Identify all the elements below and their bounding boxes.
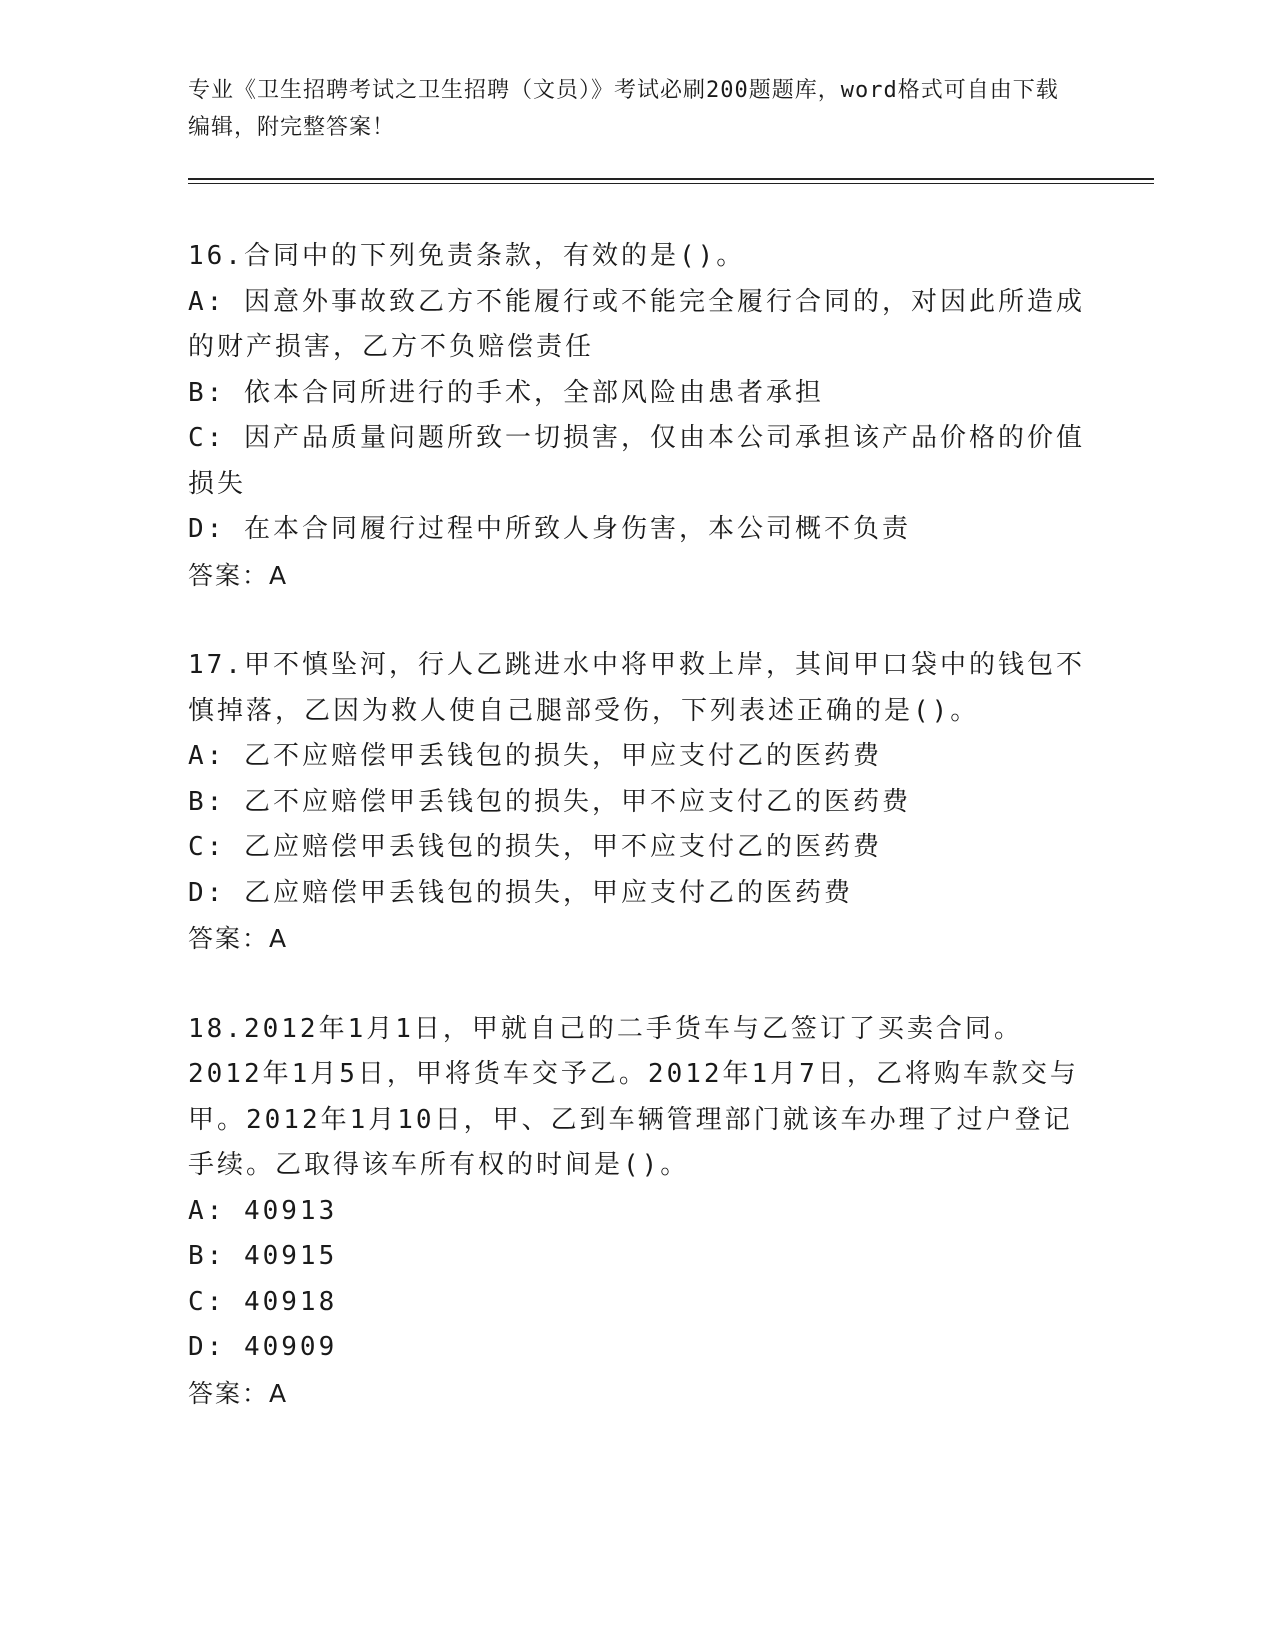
option-b: B: 依本合同所进行的手术，全部风险由患者承担 bbox=[188, 377, 824, 408]
header-rule-thick bbox=[188, 178, 1154, 180]
option-a: A: 乙不应赔偿甲丢钱包的损失，甲应支付乙的医药费 bbox=[188, 741, 882, 771]
option-d: D: 在本合同履行过程中所致人身伤害，本公司概不负责 bbox=[188, 514, 911, 544]
option-d: D: 40909 bbox=[188, 1332, 338, 1362]
option-c: C: 乙应赔偿甲丢钱包的损失，甲不应支付乙的医药费 bbox=[188, 832, 882, 862]
answer: 答案：A bbox=[188, 924, 289, 953]
question-17 bbox=[188, 643, 1088, 962]
question-stem: 16.合同中的下列免责条款，有效的是()。 bbox=[188, 241, 746, 271]
question-list bbox=[188, 234, 1088, 1461]
option-a: A: 40913 bbox=[188, 1195, 338, 1226]
question-16 bbox=[188, 234, 1088, 598]
answer: 答案：A bbox=[188, 1378, 289, 1408]
option-d: D: 乙应赔偿甲丢钱包的损失，甲应支付乙的医药费 bbox=[188, 877, 853, 908]
option-b: B: 乙不应赔偿甲丢钱包的损失，甲不应支付乙的医药费 bbox=[188, 786, 911, 817]
header-rule-thin bbox=[188, 183, 1154, 184]
answer: 答案：A bbox=[188, 560, 289, 590]
question-stem: 18.2012年1月1日，甲就自己的二手货车与乙签订了买卖合同。2012年1月5日，甲将货车交予乙。2012年1月7日，乙将购车款交与甲。2012年1月10日，甲、乙到车辆管理部门就该车办理了过户登记手续。乙取得该车所有权的时间是()。 bbox=[188, 1013, 1079, 1180]
document-header: 专业《卫生招聘考试之卫生招聘（文员）》考试必刷200题题库，word格式可自由下载编辑，附完整答案！ bbox=[188, 78, 1059, 140]
question-stem: 17.甲不慎坠河，行人乙跳进水中将甲救上岸，其间甲口袋中的钱包不慎掉落，乙因为救人使自己腿部受伤，下列表述正确的是()。 bbox=[188, 650, 1085, 726]
option-a: A: 因意外事故致乙方不能履行或不能完全履行合同的，对因此所造成的财产损害，乙方不负赔偿责任 bbox=[188, 286, 1085, 362]
option-b: B: 40915 bbox=[188, 1241, 338, 1271]
option-c: C: 40918 bbox=[188, 1286, 338, 1317]
option-c: C: 因产品质量问题所致一切损害，仅由本公司承担该产品价格的价值损失 bbox=[188, 423, 1085, 499]
question-18 bbox=[188, 1007, 1088, 1417]
